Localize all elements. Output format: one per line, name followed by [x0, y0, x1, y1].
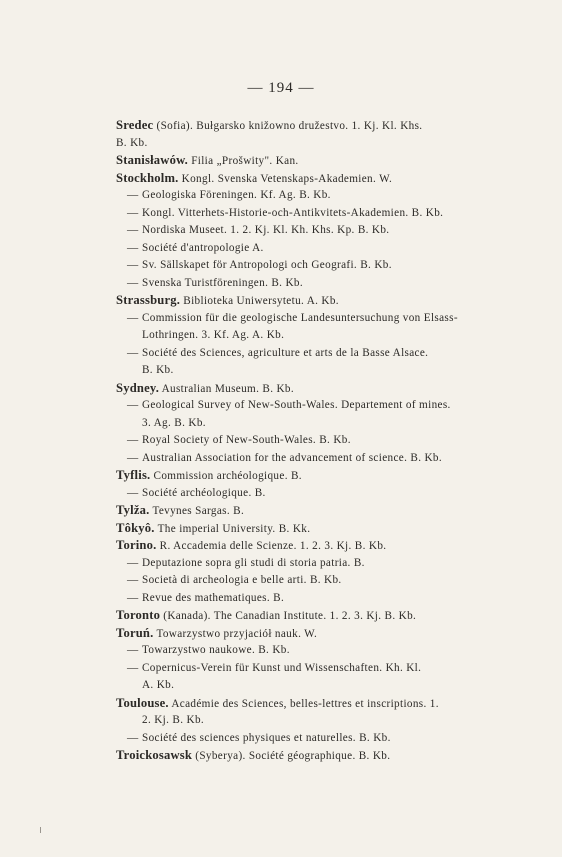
entry-text: R. Accademia delle Scienze. 1. 2. 3. Kj. B. Kb. [156, 540, 387, 552]
ditto-dash: — [127, 259, 139, 271]
entry-line-heading [116, 467, 516, 485]
entry-line-heading [116, 170, 516, 188]
ditto-dash: — [127, 189, 139, 201]
entry-line-sub [116, 240, 516, 258]
entry-line-sub [116, 730, 516, 748]
ditto-dash: — [127, 399, 139, 411]
entry-line-heading [116, 625, 516, 643]
entry-line-continuation [116, 362, 516, 380]
page-number: — 194 — [247, 80, 315, 96]
entry-text: (Syberya). Société géographique. B. Kb. [192, 750, 391, 762]
entry-text: Académie des Sciences, belles-lettres et inscriptions. 1. [168, 697, 439, 710]
entry-line-heading [116, 695, 516, 713]
entry-text: Tevynes Sargas. B. [149, 505, 245, 517]
entry-line-continuation [116, 712, 516, 730]
entry-text: (Kanada). The Canadian Institute. 1. 2. 3. Kj. B. Kb. [160, 610, 417, 622]
place-name: Tyflis. [116, 468, 151, 482]
entry-text: 2. Kj. B. Kb. [142, 714, 205, 726]
entry-line-heading [116, 747, 516, 765]
entry-line-sub [116, 222, 516, 240]
place-name: Toruń. [116, 625, 154, 640]
entry-text: The imperial University. B. Kk. [154, 522, 311, 535]
ditto-dash: — [127, 556, 139, 569]
entry-line-sub [116, 572, 516, 590]
place-name: Stanisławów. [116, 153, 189, 167]
entry-line-heading [116, 292, 516, 310]
ditto-dash: — [127, 731, 139, 744]
place-name: Tôkyô. [116, 520, 155, 535]
ditto-dash: — [127, 311, 139, 324]
ditto-dash: — [127, 661, 139, 674]
place-name: Strassburg. [116, 293, 181, 307]
place-name: Torino. [116, 538, 157, 552]
entry-text: Svenska Turistföreningen. B. Kb. [142, 276, 303, 289]
entry-line-sub [116, 432, 516, 450]
entry-text: Société d'antropologie A. [142, 241, 264, 254]
entry-line-sub [116, 310, 516, 328]
entry-text: Kongl. Vitterhets-Historie-och-Antikvitets-Akademien. B. Kb. [142, 206, 444, 219]
entry-line-heading [116, 520, 516, 538]
entry-text: Towarzystwo naukowe. B. Kb. [142, 644, 290, 656]
ditto-dash: — [127, 591, 139, 604]
entry-text: Towarzystwo przyjaciół nauk. W. [153, 627, 318, 640]
entry-line-sub [116, 485, 516, 503]
ditto-dash: — [127, 644, 139, 656]
entry-text: Sv. Sällskapet för Antropologi och Geografi. B. Kb. [142, 259, 392, 271]
entry-text: A. Kb. [142, 679, 175, 691]
entry-text: Commission archéologique. B. [150, 470, 302, 482]
ditto-dash: — [127, 574, 139, 586]
entry-text: Deputazione sopra gli studi di storia patria. B. [142, 556, 365, 569]
entry-text: B. Kb. [142, 364, 174, 376]
ditto-dash: — [127, 451, 139, 464]
entry-line-heading [116, 607, 516, 625]
entry-text: 3. Ag. B. Kb. [142, 416, 206, 429]
entry-line-sub [116, 555, 516, 573]
entry-line-sub [116, 642, 516, 660]
place-name: Stockholm. [116, 170, 179, 185]
ditto-dash: — [127, 434, 139, 446]
entry-text: Nordiska Museet. 1. 2. Kj. Kl. Kh. Khs. Kp. B. Kb. [142, 224, 390, 236]
entry-line-sub [116, 397, 516, 415]
entry-line-sub [116, 660, 516, 678]
entry-text: (Sofia). Bułgarsko knižowno družestvo. 1. Kj. Kl. Khs. [153, 120, 423, 132]
entry-line-sub [116, 257, 516, 275]
entry-line-continuation [116, 415, 516, 433]
place-name: Toulouse. [116, 695, 169, 710]
ditto-dash: — [127, 486, 139, 499]
entry-text: Copernicus-Verein für Kunst und Wissenschaften. Kh. Kl. [142, 661, 422, 674]
entry-text: Commission für die geologische Landesuntersuchung von Elsass- [142, 311, 458, 324]
place-name: Sydney. [116, 380, 160, 395]
entry-text: Royal Society of New-South-Wales. B. Kb. [142, 434, 351, 446]
place-name: Tylža. [116, 503, 150, 517]
paper-speck [40, 827, 41, 833]
entry-text: Société des sciences physiques et naturelles. B. Kb. [142, 731, 391, 744]
entry-list [116, 117, 516, 765]
entry-text: Kongl. Svenska Vetenskaps-Akademien. W. [178, 172, 393, 185]
place-name: Troickosawsk [116, 748, 193, 762]
entry-line-sub [116, 590, 516, 608]
entry-text: Société archéologique. B. [142, 486, 266, 499]
entry-line-heading [116, 537, 516, 555]
entry-line-heading [116, 380, 516, 398]
ditto-dash: — [127, 276, 139, 289]
entry-text: Australian Association for the advancement of science. B. Kb. [142, 451, 443, 464]
entry-line-heading [116, 152, 516, 170]
entry-text: Société des Sciences, agriculture et arts de la Basse Alsace. [142, 346, 429, 359]
entry-text: Lothringen. 3. Kf. Ag. A. Kb. [142, 329, 285, 341]
entry-line-sub [116, 345, 516, 363]
entry-text: Australian Museum. B. Kb. [159, 382, 295, 395]
place-name: Toronto [116, 608, 161, 622]
entry-text: Revue des mathematiques. B. [142, 591, 285, 604]
entry-line-heading [116, 117, 516, 135]
ditto-dash: — [127, 206, 139, 219]
entry-text: B. Kb. [116, 136, 148, 149]
ditto-dash: — [127, 346, 139, 359]
entry-line-continuation [116, 327, 516, 345]
place-name: Sredec [116, 118, 154, 132]
entry-line-sub [116, 187, 516, 205]
entry-line-sub [116, 450, 516, 468]
entry-line-continuation [116, 135, 516, 153]
entry-text: Geological Survey of New-South-Wales. Departement of mines. [142, 399, 451, 411]
entry-text: Società di archeologia e belle arti. B. Kb. [142, 574, 342, 586]
entry-text: Biblioteka Uniwersytetu. A. Kb. [180, 295, 339, 307]
ditto-dash: — [127, 241, 139, 254]
entry-line-sub [116, 205, 516, 223]
entry-line-heading [116, 502, 516, 520]
entry-text: Geologiska Föreningen. Kf. Ag. B. Kb. [142, 189, 331, 201]
entry-text: Filia „Prošwity". Kan. [188, 155, 299, 167]
entry-line-sub [116, 275, 516, 293]
ditto-dash: — [127, 224, 139, 236]
entry-line-continuation [116, 677, 516, 695]
